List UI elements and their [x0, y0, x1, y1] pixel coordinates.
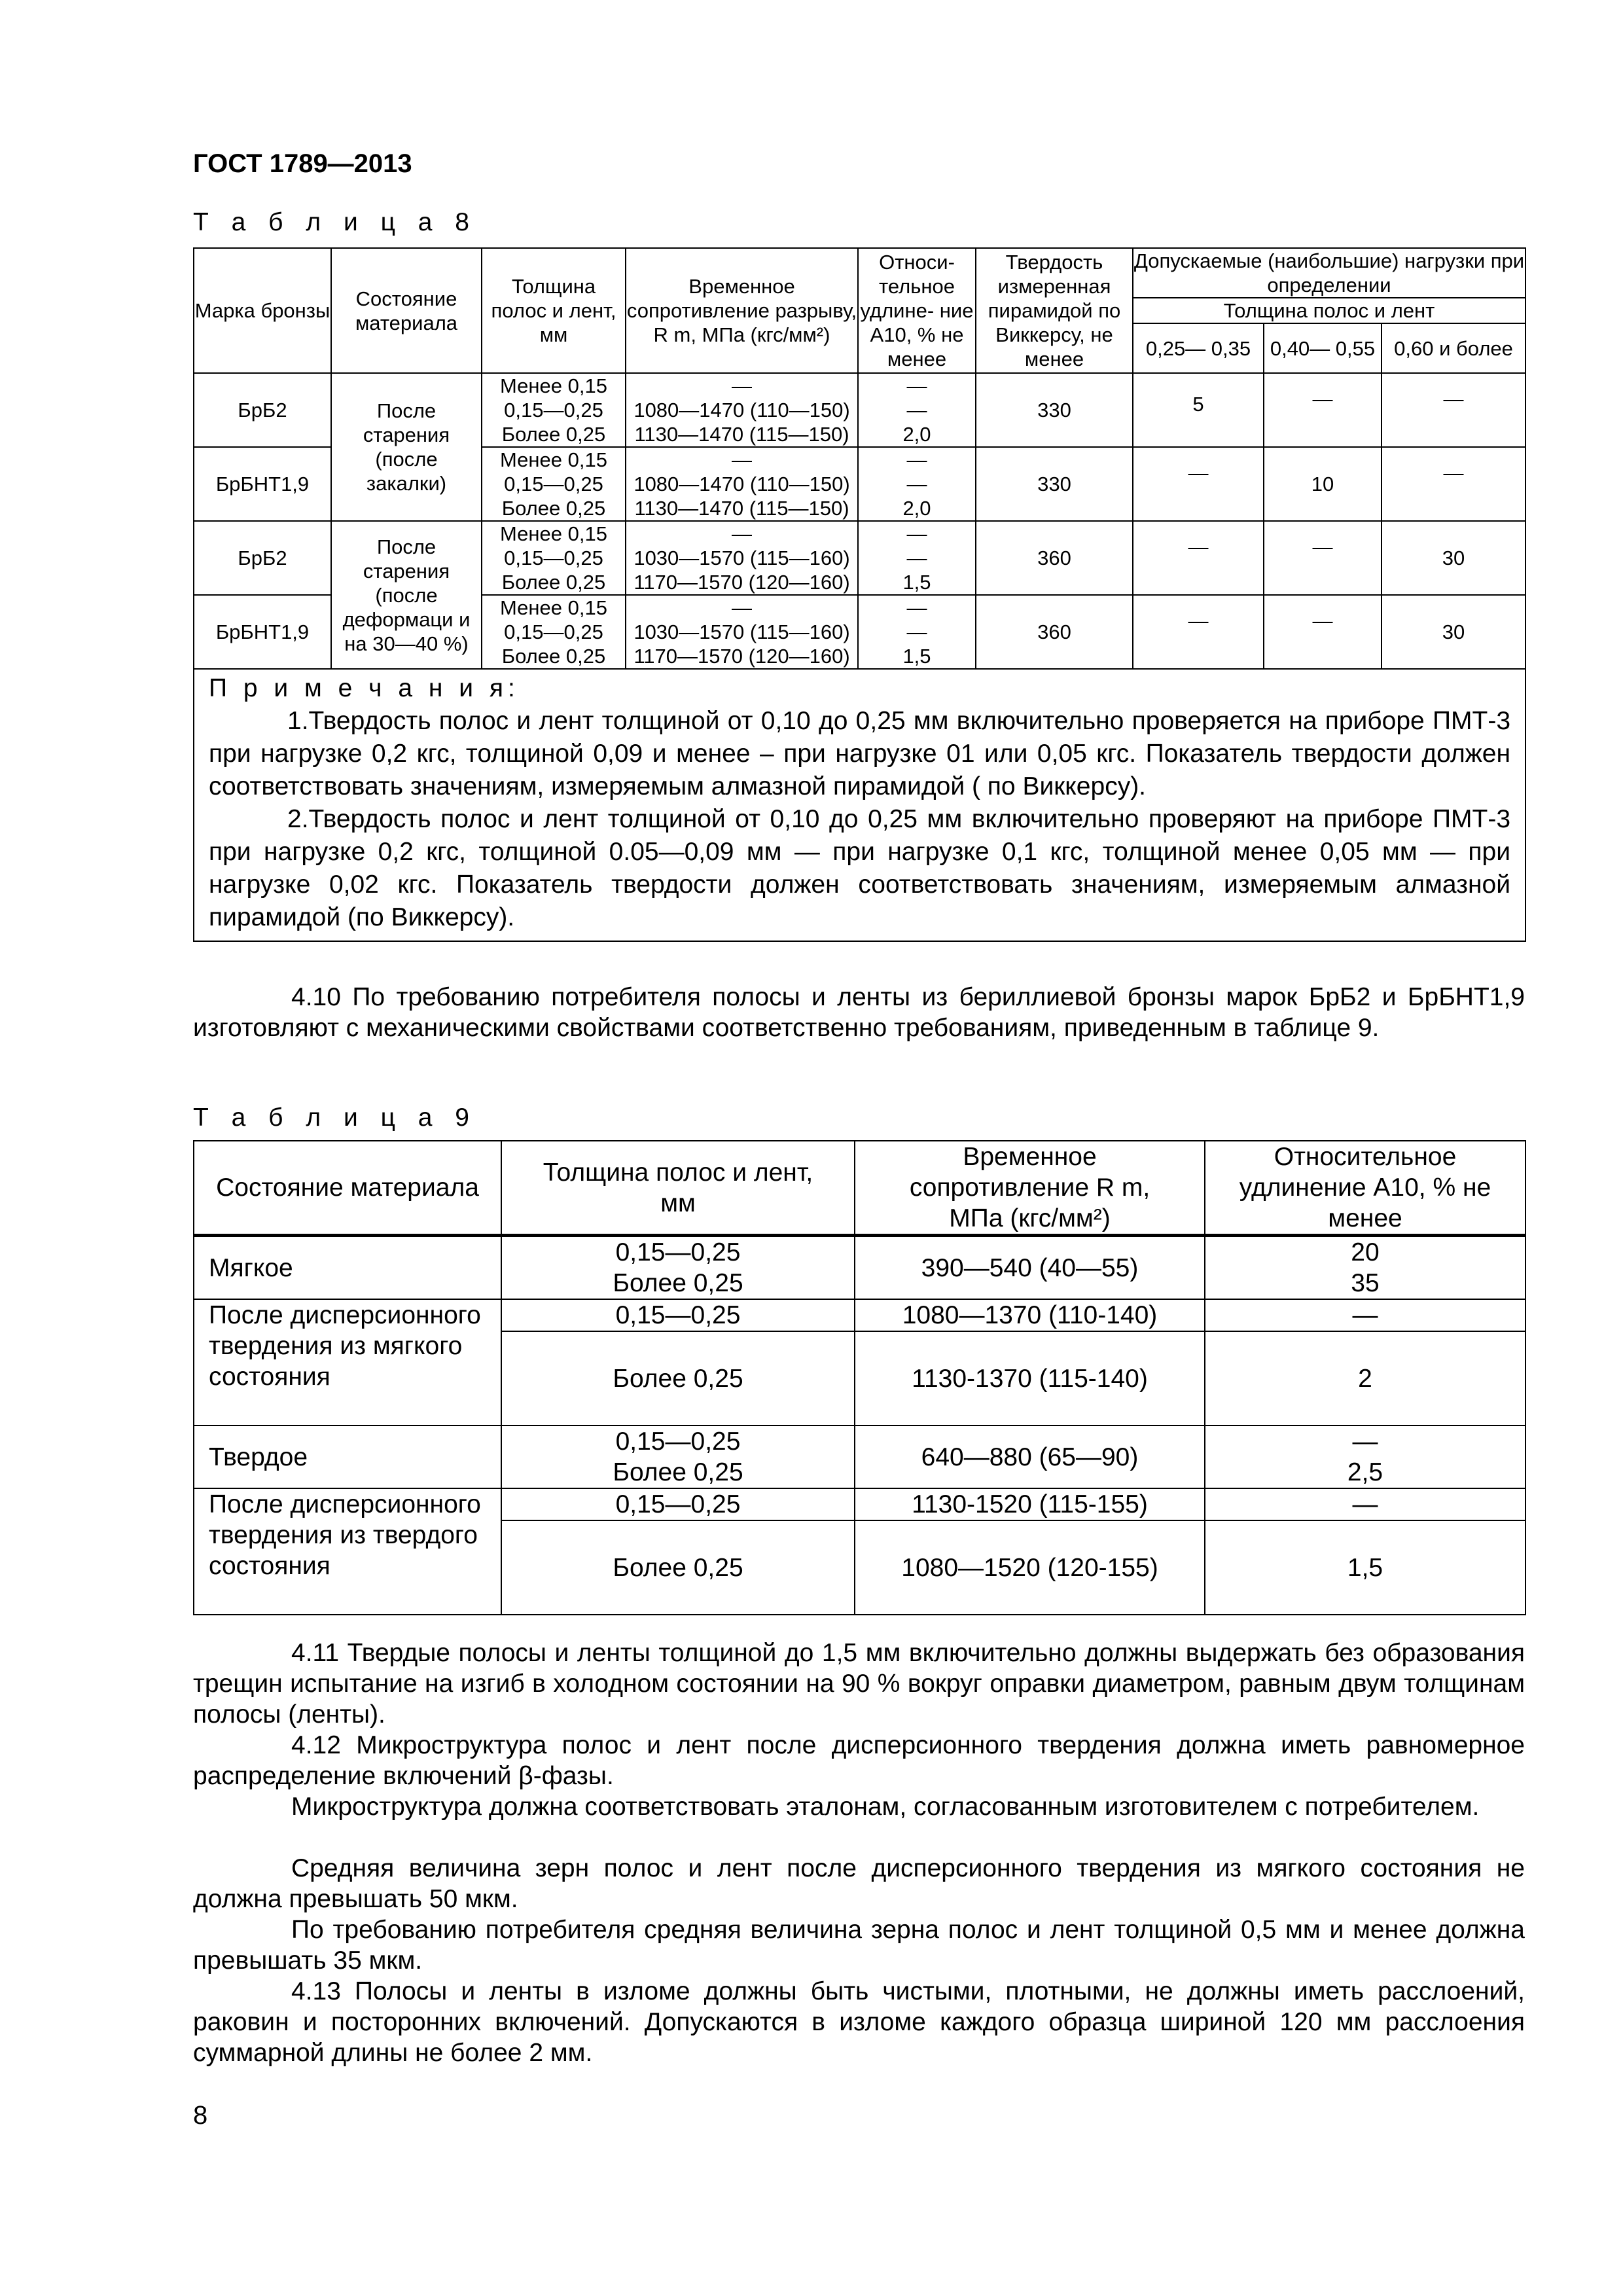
strength-value: —	[732, 448, 752, 471]
thickness-value: Менее 0,15	[500, 448, 607, 471]
strength-value: —	[732, 374, 752, 397]
thickness-cell: Более 0,25	[501, 1520, 855, 1615]
elongation-value: 2,5	[1347, 1458, 1383, 1486]
hardness-cell: 330	[976, 447, 1133, 521]
table-row	[194, 521, 1525, 595]
thickness-value: 0,15—0,25	[504, 620, 603, 643]
strength-value: 1130—1470 (115—150)	[634, 497, 849, 520]
elongation-value: 2,0	[902, 497, 931, 520]
th-loads-sub: Толщина полос и лент	[1133, 298, 1525, 323]
strength-cell: 1080—1370 (110-140)	[855, 1299, 1205, 1331]
elongation-cell: 2	[1205, 1331, 1525, 1426]
th-loads: Допускаемые (наибольшие) нагрузки при определении	[1133, 249, 1525, 296]
load-cell-3: 30	[1382, 521, 1525, 595]
th-elongation: Относи- тельное удлине- ние A10, % не менее	[858, 248, 976, 373]
th-hardness: Твердость измеренная пирамидой по Виккерсу, не менее	[976, 248, 1133, 373]
thickness-cell	[501, 1236, 855, 1300]
load-cell-3: —	[1382, 373, 1525, 447]
elongation-value: 1,5	[902, 645, 931, 668]
paragraph-4-10: 4.10 По требованию потребителя полосы и ленты из бериллиевой бронзы марок БрБ2 и БрБНТ1,9 изготовляют с механическими свойствами соответственно требованиям, приведенным в таблице 9.	[193, 983, 1525, 1042]
th-grade: Марка бронзы	[194, 248, 331, 373]
notes-title: П р и м е ч а н и я:	[209, 674, 520, 702]
th-thickness: Толщина полос и лент, мм	[501, 1141, 855, 1236]
elongation-cell	[858, 373, 976, 447]
elongation-value: —	[1352, 1427, 1378, 1456]
elongation-value: 20	[1351, 1238, 1380, 1266]
thickness-value: 0,15—0,25	[504, 473, 603, 495]
paragraph-4-13: 4.13 Полосы и ленты в изломе должны быть чистыми, плотными, не должны иметь расслоений, раковин и посторонних включений. Допускаются в изломе каждого образца шириной 120 мм расслоения суммарной длины не более 2 мм.	[193, 1977, 1525, 2067]
thickness-cell: 0,15—0,25	[501, 1488, 855, 1520]
thickness-value: Менее 0,15	[500, 522, 607, 545]
thickness-value: Более 0,25	[613, 1458, 743, 1486]
load-cell-1: —	[1133, 595, 1264, 669]
load-cell-2: —	[1264, 373, 1382, 447]
thickness-cell: Более 0,25	[501, 1331, 855, 1426]
state-cell: Твердое	[194, 1426, 501, 1488]
hardness-cell: 330	[976, 373, 1133, 447]
elongation-cell	[858, 447, 976, 521]
elongation-value: 35	[1351, 1269, 1380, 1297]
thickness-value: Менее 0,15	[500, 374, 607, 397]
table-row	[194, 1426, 1525, 1488]
paragraph-grain-size: Средняя величина зерн полос и лент после дисперсионного твердения из мягкого состояния не должна превышать 50 мкм.	[193, 1854, 1525, 1913]
load-cell-3: 30	[1382, 595, 1525, 669]
strength-value: 1170—1570 (120—160)	[633, 571, 850, 594]
state-cell: После дисперсионного твердения из мягкого состояния	[194, 1299, 501, 1426]
strength-cell: 1130-1370 (115-140)	[855, 1331, 1205, 1426]
strength-value: —	[732, 522, 752, 545]
elongation-value: —	[906, 374, 927, 397]
grade-cell: БрБ2	[194, 521, 331, 595]
th-strength: Временное сопротивление R m, МПа (кгс/мм²)	[855, 1141, 1205, 1236]
page-number: 8	[193, 2101, 208, 2130]
note-1: 1.Твердость полос и лент толщиной от 0,10 до 0,25 мм включительно проверяется на приборе ПМТ-3 при нагрузке 0,2 кгс, толщиной 0,09 и менее – при нагрузке 01 или 0,05 кгс. Показатель твердости должен соответствовать значениям, измеряемым алмазной пирамидой ( по Виккерсу).	[209, 707, 1511, 800]
elongation-cell	[1205, 1236, 1525, 1300]
load-cell-2: —	[1264, 521, 1382, 595]
elongation-cell	[1205, 1426, 1525, 1488]
elongation-value: —	[906, 547, 927, 569]
thickness-cell	[482, 447, 626, 521]
thickness-value: Менее 0,15	[500, 596, 607, 619]
thickness-cell	[482, 373, 626, 447]
paragraph-grain-size-request: По требованию потребителя средняя величина зерна полос и лент толщиной 0,5 мм и менее должна превышать 35 мкм.	[193, 1916, 1525, 1975]
th-range-3: 0,60 и более	[1382, 323, 1525, 373]
thickness-cell	[501, 1426, 855, 1488]
table-row	[194, 1488, 1525, 1520]
load-cell-2: —	[1264, 595, 1382, 669]
thickness-value: Более 0,25	[501, 497, 606, 520]
th-state: Состояние материала	[194, 1141, 501, 1236]
strength-value: 1080—1470 (110—150)	[633, 473, 850, 495]
load-cell-3: —	[1382, 447, 1525, 521]
table8-caption: Т а б л и ц а 8	[193, 208, 477, 236]
table8-notes	[194, 669, 1525, 941]
load-cell-1: —	[1133, 447, 1264, 521]
state-cell: После старения (после деформаци и на 30—40 %)	[331, 521, 482, 669]
strength-value: 1030—1570 (115—160)	[633, 547, 850, 569]
th-range-2: 0,40— 0,55	[1264, 323, 1382, 373]
strength-value: 1030—1570 (115—160)	[633, 620, 850, 643]
th-thickness: Толщина полос и лент, мм	[482, 248, 626, 373]
elongation-value: —	[906, 620, 927, 643]
strength-cell	[626, 447, 858, 521]
paragraph-4-11: 4.11 Твердые полосы и ленты толщиной до 1,5 мм включительно должны выдержать без образования трещин испытание на изгиб в холодном состоянии на 90 % вокруг оправки диаметром, равным двум толщинам полосы (ленты).	[193, 1639, 1525, 1729]
table-row	[194, 1236, 1525, 1300]
thickness-value: Более 0,25	[613, 1269, 743, 1297]
elongation-cell: 1,5	[1205, 1520, 1525, 1615]
strength-cell	[626, 521, 858, 595]
th-elongation: Относительное удлинение A10, % не менее	[1205, 1141, 1525, 1236]
th-strength: Временное сопротивление разрыву, R m, МПа (кгс/мм²)	[626, 248, 858, 373]
strength-value: 1170—1570 (120—160)	[633, 645, 850, 668]
strength-cell: 640—880 (65—90)	[855, 1426, 1205, 1488]
elongation-cell: —	[1205, 1488, 1525, 1520]
paragraph-4-12: 4.12 Микроструктура полос и лент после дисперсионного твердения должна иметь равномерное распределение включений β-фазы.	[193, 1731, 1525, 1790]
strength-cell	[626, 595, 858, 669]
elongation-value: —	[906, 399, 927, 422]
elongation-cell	[858, 595, 976, 669]
strength-cell: 1130-1520 (115-155)	[855, 1488, 1205, 1520]
table-9	[193, 1140, 1526, 1615]
thickness-value: Более 0,25	[501, 645, 606, 668]
load-cell-1: 5	[1133, 373, 1264, 447]
thickness-value: 0,15—0,25	[615, 1427, 741, 1456]
table-row	[194, 1299, 1525, 1331]
document-header: ГОСТ 1789—2013	[193, 149, 412, 178]
elongation-value: —	[906, 473, 927, 495]
elongation-value: —	[906, 522, 927, 545]
elongation-cell: —	[1205, 1299, 1525, 1331]
thickness-value: 0,15—0,25	[615, 1238, 741, 1266]
thickness-value: Более 0,25	[501, 423, 606, 446]
grade-cell: БрБ2	[194, 373, 331, 447]
state-cell: Мягкое	[194, 1236, 501, 1300]
thickness-value: 0,15—0,25	[504, 399, 603, 422]
elongation-cell	[858, 521, 976, 595]
table-row	[194, 373, 1525, 447]
paragraph-microstructure: Микроструктура должна соответствовать эталонам, согласованным изготовителем с потребителем.	[291, 1793, 1480, 1821]
thickness-value: 0,15—0,25	[504, 547, 603, 569]
elongation-value: 1,5	[902, 571, 931, 594]
elongation-value: —	[906, 596, 927, 619]
hardness-cell: 360	[976, 521, 1133, 595]
state-cell: После старения (после закалки)	[331, 373, 482, 521]
load-cell-2: 10	[1264, 447, 1382, 521]
th-range-1: 0,25— 0,35	[1133, 323, 1264, 373]
strength-value: 1080—1470 (110—150)	[633, 399, 850, 422]
state-cell: После дисперсионного твердения из твердого состояния	[194, 1488, 501, 1615]
thickness-value: Более 0,25	[501, 571, 606, 594]
hardness-cell: 360	[976, 595, 1133, 669]
thickness-cell	[482, 595, 626, 669]
thickness-cell	[482, 521, 626, 595]
grade-cell: БрБНТ1,9	[194, 595, 331, 669]
strength-value: —	[732, 596, 752, 619]
th-state: Состояние материала	[331, 248, 482, 373]
elongation-value: —	[906, 448, 927, 471]
strength-value: 1130—1470 (115—150)	[634, 423, 849, 446]
load-cell-1: —	[1133, 521, 1264, 595]
table-8	[193, 247, 1526, 942]
strength-cell	[626, 373, 858, 447]
elongation-value: 2,0	[902, 423, 931, 446]
table9-caption: Т а б л и ц а 9	[193, 1103, 477, 1132]
note-2: 2.Твердость полос и лент толщиной от 0,10 до 0,25 мм включительно проверяют на приборе ПМТ-3 при нагрузке 0,2 кгс, толщиной 0.05—0,09 мм — при нагрузке 0,1 кгс, толщиной менее 0,05 мм — при нагрузке 0,02 кгс. Показатель твердости должен соответствовать значениям, измеряемым алмазной пирамидой (по Виккерсу).	[209, 805, 1511, 931]
strength-cell: 390—540 (40—55)	[855, 1236, 1205, 1300]
thickness-cell: 0,15—0,25	[501, 1299, 855, 1331]
strength-cell: 1080—1520 (120-155)	[855, 1520, 1205, 1615]
grade-cell: БрБНТ1,9	[194, 447, 331, 521]
